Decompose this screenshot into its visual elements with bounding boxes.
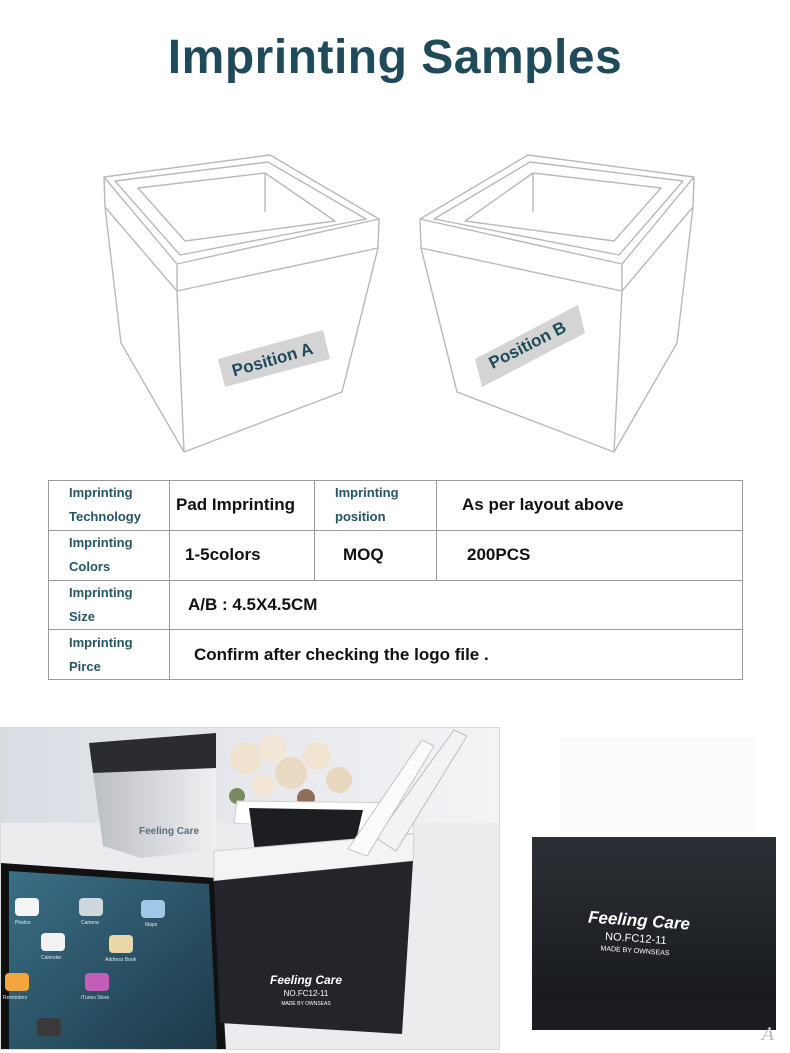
colors-value: 1-5colors (170, 530, 315, 580)
moq-label: MOQ (315, 530, 437, 580)
svg-text:NO.FC12-11: NO.FC12-11 (283, 989, 329, 998)
table-row (49, 580, 743, 630)
imprinting-spec-table (48, 480, 743, 680)
closeup-model: NO.FC12-11 (604, 930, 667, 948)
tablet (1, 863, 226, 1050)
page-title: Imprinting Samples (167, 31, 623, 84)
position-diagram (0, 140, 790, 470)
closeup-maker: MADE BY OWNSEAS (600, 945, 670, 958)
position-value: As per layout above (437, 481, 743, 531)
photo-highlight (560, 737, 756, 832)
position-a-tag (218, 330, 330, 387)
position-b-label: Position B (485, 317, 570, 373)
svg-text:Calendar: Calendar (41, 955, 62, 961)
logo-closeup-illustration (532, 837, 776, 1030)
table-row (49, 530, 743, 580)
svg-text:Address Book: Address Book (105, 957, 137, 963)
price-value: Confirm after checking the logo file . (170, 630, 743, 680)
table-row (49, 481, 743, 531)
box-outline-b (420, 155, 694, 452)
price-label: Imprinting Pirce (49, 630, 170, 680)
brand-logo: Feeling Care (269, 973, 343, 987)
position-label: Imprinting position (315, 481, 437, 531)
table-row (49, 630, 743, 680)
size-value: A/B : 4.5X4.5CM (170, 580, 743, 630)
position-a-label: Position A (229, 339, 316, 381)
svg-text:Photos: Photos (15, 920, 31, 926)
position-b-tag (475, 305, 585, 387)
moq-value: 200PCS (437, 530, 743, 580)
svg-text:Maps: Maps (145, 922, 158, 928)
logo-closeup-photo (532, 837, 776, 1030)
svg-text:Feeling Care: Feeling Care (139, 826, 200, 837)
colors-label: Imprinting Colors (49, 530, 170, 580)
background-holder (89, 733, 216, 858)
svg-text:MADE BY OWNSEAS: MADE BY OWNSEAS (281, 1001, 331, 1007)
svg-text:Camera: Camera (81, 920, 99, 926)
technology-value: Pad Imprinting (170, 481, 315, 531)
corner-watermark: A (762, 1024, 775, 1045)
product-photo-illustration (1, 728, 500, 1050)
box-outline-a (104, 155, 379, 452)
svg-text:iTunes Store: iTunes Store (81, 995, 110, 1001)
svg-text:Reminders: Reminders (3, 995, 28, 1001)
closeup-brand-logo: Feeling Care (587, 907, 691, 934)
technology-label: Imprinting Technology (49, 481, 170, 531)
product-photo (0, 727, 500, 1050)
size-label: Imprinting Size (49, 580, 170, 630)
